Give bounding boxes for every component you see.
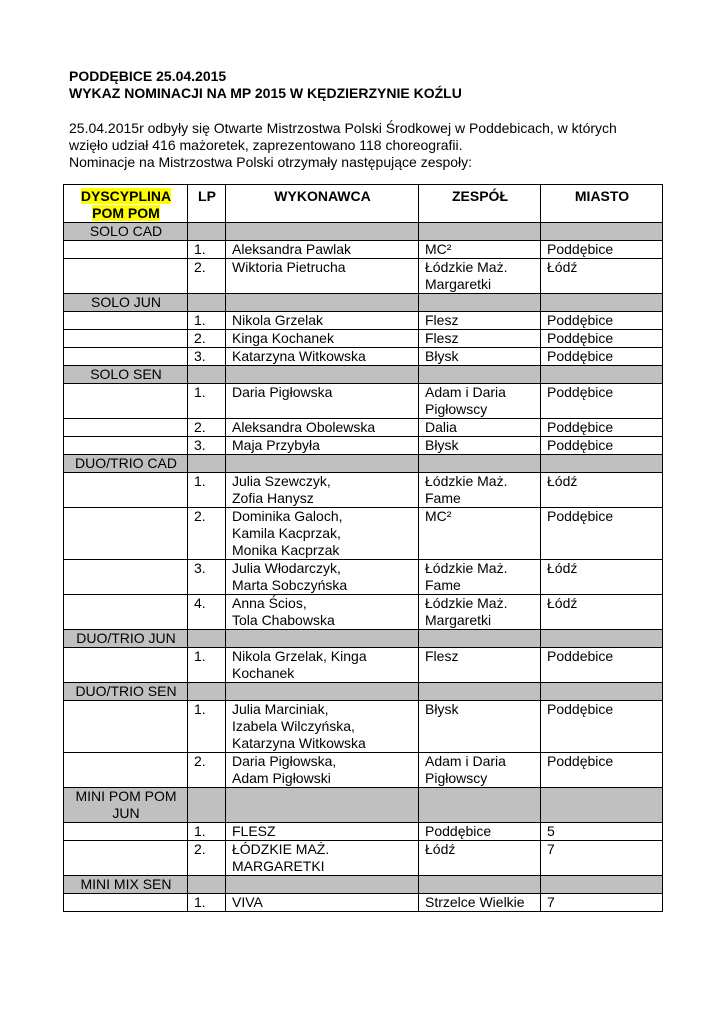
performer-cell: [226, 894, 419, 912]
team-cell: [419, 560, 541, 595]
team-cell: [419, 508, 541, 560]
category-name: SOLO CAD: [64, 223, 188, 241]
category-row: [64, 630, 663, 648]
team-cell-line: Margaretki: [425, 276, 492, 292]
category-empty-cell: [226, 683, 419, 701]
discipline-empty-cell: [64, 701, 188, 753]
table-row: [64, 841, 663, 876]
performer-cell: [226, 348, 419, 366]
table-row: [64, 648, 663, 683]
table-row: [64, 419, 663, 437]
team-cell: [419, 841, 541, 876]
city-cell-line: Poddębice: [547, 348, 614, 364]
city-cell: [541, 701, 663, 753]
team-cell: [419, 384, 541, 419]
team-cell-line: MC²: [425, 508, 452, 524]
table-row: [64, 473, 663, 508]
city-cell-line: Poddębice: [547, 701, 614, 717]
category-empty-cell: [226, 876, 419, 894]
team-cell-line: Flesz: [425, 648, 459, 664]
city-cell-line: Poddębice: [547, 241, 614, 257]
lp-cell: 2.: [188, 259, 226, 294]
performer-cell-line: Julia Włodarczyk,: [232, 560, 341, 576]
city-cell-line: Poddębice: [547, 753, 614, 769]
performer-cell: [226, 330, 419, 348]
table-row: [64, 259, 663, 294]
lp-cell: 1.: [188, 648, 226, 683]
team-cell: [419, 241, 541, 259]
discipline-empty-cell: [64, 823, 188, 841]
team-cell-line: Łódzkie Maż.: [425, 259, 508, 275]
team-cell-line: Adam i Daria: [425, 753, 506, 769]
table-row: [64, 241, 663, 259]
performer-cell-line: Katarzyna Witkowska: [232, 735, 366, 751]
performer-cell: [226, 753, 419, 788]
category-empty-cell: [188, 366, 226, 384]
category-row: [64, 223, 663, 241]
team-cell: [419, 312, 541, 330]
team-cell-line: Błysk: [425, 437, 459, 453]
header-discipline: [64, 185, 188, 223]
header-performer: WYKONAWCA: [226, 185, 419, 223]
performer-cell: [226, 595, 419, 630]
city-cell: [541, 648, 663, 683]
city-cell: [541, 560, 663, 595]
performer-cell: [226, 437, 419, 455]
header-team: ZESPÓŁ: [419, 185, 541, 223]
category-empty-cell: [188, 630, 226, 648]
city-cell-line: Poddebice: [547, 648, 614, 664]
category-empty-cell: [419, 294, 541, 312]
category-name: SOLO JUN: [64, 294, 188, 312]
category-name: DUO/TRIO CAD: [64, 455, 188, 473]
category-row: [64, 455, 663, 473]
team-cell-line: MC²: [425, 241, 452, 257]
table-row: [64, 701, 663, 753]
category-row: [64, 788, 663, 823]
team-cell: [419, 348, 541, 366]
category-empty-cell: [226, 630, 419, 648]
team-cell-line: Strzelce Wielkie: [425, 894, 525, 910]
category-name: MINI POM POM JUN: [64, 788, 188, 823]
team-cell-line: Dalia: [425, 419, 457, 435]
performer-cell: [226, 312, 419, 330]
team-cell-line: Łódzkie Maż.: [425, 560, 508, 576]
discipline-empty-cell: [64, 419, 188, 437]
city-cell-line: Poddębice: [547, 330, 614, 346]
category-row: [64, 366, 663, 384]
lp-cell: 2.: [188, 419, 226, 437]
category-empty-cell: [541, 630, 663, 648]
lp-cell: 1.: [188, 473, 226, 508]
city-cell: [541, 753, 663, 788]
team-cell: [419, 473, 541, 508]
table-row: [64, 560, 663, 595]
city-cell-line: Łódź: [547, 473, 578, 489]
city-cell-line: Poddębice: [547, 384, 614, 400]
lp-cell: 4.: [188, 595, 226, 630]
discipline-empty-cell: [64, 753, 188, 788]
performer-cell-line: Aleksandra Pawlak: [232, 241, 352, 257]
team-cell: [419, 648, 541, 683]
team-cell-line: Błysk: [425, 701, 459, 717]
table-row: [64, 894, 663, 912]
category-empty-cell: [419, 366, 541, 384]
table-row: [64, 312, 663, 330]
category-empty-cell: [541, 223, 663, 241]
category-empty-cell: [188, 223, 226, 241]
lp-cell: 1.: [188, 894, 226, 912]
team-cell: [419, 330, 541, 348]
city-cell-line: Łódź: [547, 595, 578, 611]
team-cell-line: Adam i Daria: [425, 384, 506, 400]
performer-cell: [226, 841, 419, 876]
document-date-title: PODDĘBICE 25.04.2015: [69, 68, 227, 84]
category-empty-cell: [226, 788, 419, 823]
performer-cell: [226, 259, 419, 294]
performer-cell-line: MARGARETKI: [232, 858, 325, 874]
lp-cell: 1.: [188, 823, 226, 841]
performer-cell-line: Maja Przybyła: [232, 437, 320, 453]
lp-cell: 1.: [188, 384, 226, 419]
header-city: MIASTO: [541, 185, 663, 223]
team-cell-line: Łódzkie Maż.: [425, 595, 508, 611]
category-name: DUO/TRIO JUN: [64, 630, 188, 648]
city-cell: [541, 473, 663, 508]
lp-cell: 2.: [188, 330, 226, 348]
category-empty-cell: [188, 788, 226, 823]
city-cell-line: 7: [547, 841, 555, 857]
team-cell-line: Błysk: [425, 348, 459, 364]
category-name: MINI MIX SEN: [64, 876, 188, 894]
table-row: [64, 753, 663, 788]
discipline-empty-cell: [64, 595, 188, 630]
performer-cell-line: Izabela Wilczyńska,: [232, 718, 355, 734]
category-empty-cell: [541, 294, 663, 312]
performer-cell-line: Kamila Kacprzak,: [232, 525, 341, 541]
category-empty-cell: [188, 294, 226, 312]
category-empty-cell: [419, 876, 541, 894]
city-cell: [541, 348, 663, 366]
city-cell: [541, 259, 663, 294]
team-cell-line: Pigłowscy: [425, 770, 488, 786]
category-empty-cell: [541, 455, 663, 473]
team-cell: [419, 701, 541, 753]
performer-cell-line: Anna Ścios,: [232, 595, 307, 611]
team-cell: [419, 437, 541, 455]
performer-cell: [226, 384, 419, 419]
lp-cell: 1.: [188, 241, 226, 259]
category-row: [64, 294, 663, 312]
category-empty-cell: [226, 223, 419, 241]
table-header-row: [64, 185, 663, 223]
performer-cell-line: Kochanek: [232, 665, 295, 681]
team-cell: [419, 753, 541, 788]
table-row: [64, 595, 663, 630]
performer-cell: [226, 419, 419, 437]
discipline-empty-cell: [64, 437, 188, 455]
category-empty-cell: [419, 455, 541, 473]
discipline-empty-cell: [64, 894, 188, 912]
category-empty-cell: [419, 630, 541, 648]
performer-cell-line: Marta Sobczyńska: [232, 577, 348, 593]
intro-line-3: Nominacje na Mistrzostwa Polski otrzymały następujące zespoły:: [69, 154, 473, 170]
performer-cell-line: Adam Pigłowski: [232, 770, 331, 786]
category-empty-cell: [419, 788, 541, 823]
lp-cell: 2.: [188, 508, 226, 560]
category-row: [64, 876, 663, 894]
discipline-empty-cell: [64, 841, 188, 876]
team-cell-line: Flesz: [425, 312, 459, 328]
performer-cell: [226, 823, 419, 841]
table-row: [64, 330, 663, 348]
category-empty-cell: [541, 683, 663, 701]
performer-cell-line: ŁÓDZKIE MAŻ.: [232, 841, 330, 857]
city-cell-line: Poddębice: [547, 508, 614, 524]
lp-cell: 3.: [188, 560, 226, 595]
category-empty-cell: [188, 876, 226, 894]
table-row: [64, 823, 663, 841]
performer-cell-line: Tola Chabowska: [232, 612, 335, 628]
category-name: SOLO SEN: [64, 366, 188, 384]
team-cell: [419, 259, 541, 294]
category-name: DUO/TRIO SEN: [64, 683, 188, 701]
team-cell-line: Margaretki: [425, 612, 492, 628]
discipline-empty-cell: [64, 560, 188, 595]
performer-cell-line: Julia Szewczyk,: [232, 473, 331, 489]
team-cell-line: Fame: [425, 577, 461, 593]
category-empty-cell: [419, 683, 541, 701]
category-empty-cell: [188, 455, 226, 473]
city-cell: [541, 841, 663, 876]
city-cell-line: Łódź: [547, 560, 578, 576]
nominations-table: [63, 184, 663, 912]
table-row: [64, 508, 663, 560]
city-cell: [541, 823, 663, 841]
city-cell-line: Poddębice: [547, 437, 614, 453]
performer-cell: [226, 241, 419, 259]
city-cell-line: Łódź: [547, 259, 578, 275]
performer-cell-line: Dominika Galoch,: [232, 508, 343, 524]
category-empty-cell: [226, 294, 419, 312]
performer-cell-line: Nikola Grzelak: [232, 312, 324, 328]
performer-cell-line: Daria Pigłowska: [232, 384, 333, 400]
team-cell: [419, 419, 541, 437]
team-cell-line: Łódzkie Maż.: [425, 473, 508, 489]
lp-cell: 3.: [188, 437, 226, 455]
performer-cell-line: Aleksandra Obolewska: [232, 419, 376, 435]
city-cell-line: 5: [547, 823, 555, 839]
team-cell: [419, 823, 541, 841]
lp-cell: 2.: [188, 841, 226, 876]
team-cell: [419, 595, 541, 630]
header-discipline-line1: DYSCYPLINA: [80, 188, 172, 204]
city-cell: [541, 330, 663, 348]
category-empty-cell: [541, 788, 663, 823]
performer-cell: [226, 473, 419, 508]
team-cell-line: Poddębice: [425, 823, 492, 839]
performer-cell: [226, 701, 419, 753]
city-cell: [541, 508, 663, 560]
team-cell-line: Flesz: [425, 330, 459, 346]
city-cell: [541, 241, 663, 259]
performer-cell-line: Wiktoria Pietrucha: [232, 259, 346, 275]
header-discipline-line2: POM POM: [92, 205, 160, 221]
category-empty-cell: [541, 366, 663, 384]
performer-cell: [226, 560, 419, 595]
city-cell-line: Poddębice: [547, 312, 614, 328]
intro-line-1: 25.04.2015r odbyły się Otwarte Mistrzostwa Polski Środkowej w Poddebicach, w których: [69, 120, 617, 136]
discipline-empty-cell: [64, 348, 188, 366]
lp-cell: 3.: [188, 348, 226, 366]
city-cell: [541, 419, 663, 437]
city-cell: [541, 595, 663, 630]
team-cell-line: Fame: [425, 490, 461, 506]
performer-cell-line: Julia Marciniak,: [232, 701, 329, 717]
intro-line-2: wzięło udział 416 mażoretek, zaprezentowano 118 choreografii.: [69, 137, 463, 153]
performer-cell-line: VIVA: [232, 894, 263, 910]
city-cell: [541, 384, 663, 419]
table-row: [64, 437, 663, 455]
category-empty-cell: [188, 683, 226, 701]
discipline-empty-cell: [64, 473, 188, 508]
discipline-empty-cell: [64, 508, 188, 560]
discipline-empty-cell: [64, 648, 188, 683]
category-empty-cell: [226, 366, 419, 384]
category-empty-cell: [541, 876, 663, 894]
team-cell: [419, 894, 541, 912]
performer-cell-line: Nikola Grzelak, Kinga: [232, 648, 367, 664]
discipline-empty-cell: [64, 241, 188, 259]
performer-cell-line: Monika Kacprzak: [232, 542, 340, 558]
discipline-empty-cell: [64, 259, 188, 294]
category-empty-cell: [226, 455, 419, 473]
city-cell: [541, 894, 663, 912]
category-empty-cell: [419, 223, 541, 241]
performer-cell-line: Kinga Kochanek: [232, 330, 334, 346]
header-lp: LP: [188, 185, 226, 223]
performer-cell-line: FLESZ: [232, 823, 276, 839]
lp-cell: 1.: [188, 701, 226, 753]
table-row: [64, 348, 663, 366]
performer-cell-line: Daria Pigłowska,: [232, 753, 337, 769]
lp-cell: 1.: [188, 312, 226, 330]
category-row: [64, 683, 663, 701]
city-cell: [541, 312, 663, 330]
document-main-title: WYKAZ NOMINACJI NA MP 2015 W KĘDZIERZYNIE KOŹLU: [69, 85, 462, 101]
performer-cell: [226, 648, 419, 683]
performer-cell: [226, 508, 419, 560]
discipline-empty-cell: [64, 312, 188, 330]
table-body: [64, 223, 663, 912]
discipline-empty-cell: [64, 384, 188, 419]
team-cell-line: Łódź: [425, 841, 456, 857]
city-cell-line: Poddębice: [547, 419, 614, 435]
performer-cell-line: Zofia Hanysz: [232, 490, 314, 506]
performer-cell-line: Katarzyna Witkowska: [232, 348, 366, 364]
city-cell: [541, 437, 663, 455]
lp-cell: 2.: [188, 753, 226, 788]
city-cell-line: 7: [547, 894, 555, 910]
team-cell-line: Pigłowscy: [425, 401, 488, 417]
table-row: [64, 384, 663, 419]
discipline-empty-cell: [64, 330, 188, 348]
